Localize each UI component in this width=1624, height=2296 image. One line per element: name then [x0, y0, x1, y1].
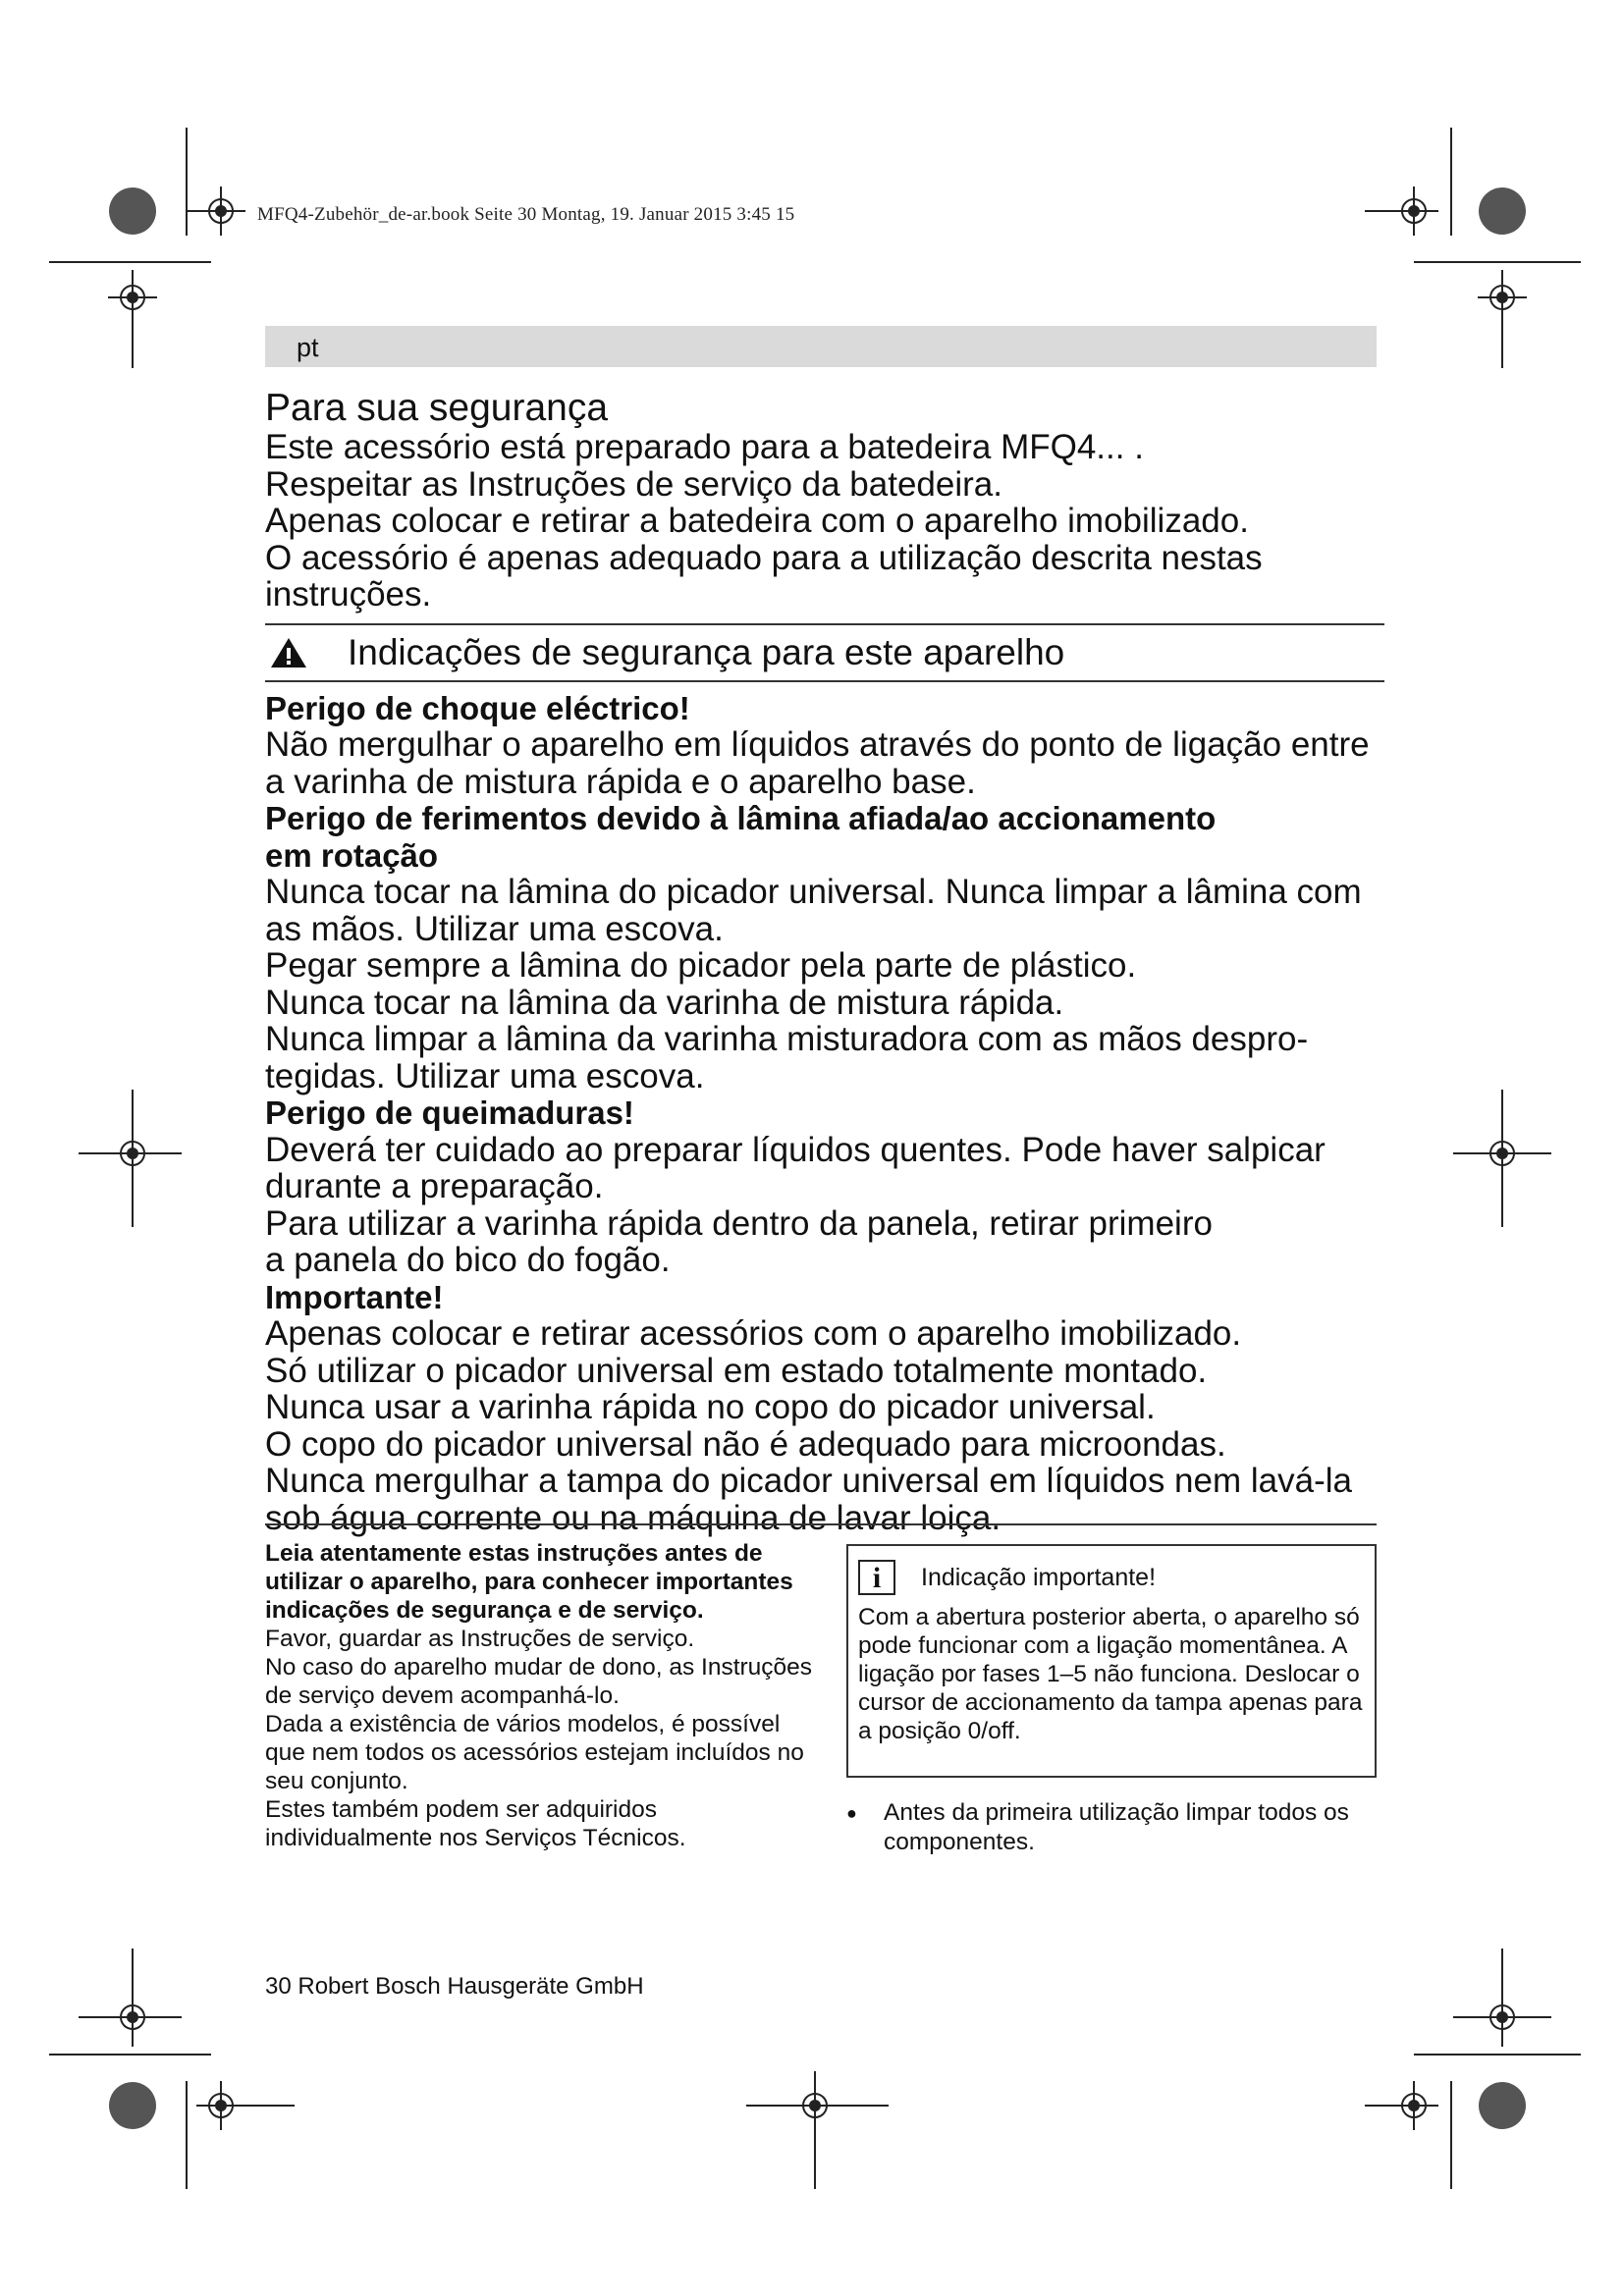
shock-heading: Perigo de choque eléctrico! — [265, 689, 690, 726]
main-content — [265, 388, 1384, 1536]
important-note-box — [846, 1544, 1377, 1778]
intro-line: No caso do aparelho mudar de dono, as Instruções de serviço devem acompanhá-lo. — [265, 1654, 813, 1709]
note-title: Indicação importante! — [921, 1563, 1157, 1591]
section-title-safety-device: Indicações de segurança para este aparelho — [348, 631, 1065, 672]
bullet-list — [846, 1798, 1377, 1857]
shock-text: Não mergulhar o aparelho em líquidos através do ponto de ligação entre a varinha de mistura rápida e o aparelho base. — [265, 725, 1370, 801]
important-line: Só utilizar o picador universal em estado totalmente montado. — [265, 1351, 1208, 1390]
warning-heading-row — [265, 625, 1384, 680]
note-text: Com a abertura posterior aberta, o aparelho só pode funcionar com a ligação momentânea. A ligação por fases 1–5 não funciona. Deslocar o cursor de accionamento da tampa apenas para a posição 0/off. — [858, 1604, 1363, 1744]
intro-column — [265, 1539, 815, 1852]
safety-line: Apenas colocar e retirar a batedeira com o aparelho imobilizado. — [265, 502, 1249, 540]
intro-line: Dada a existência de vários modelos, é possível que nem todos os acessórios estejam incluídos no seu conjunto. — [265, 1711, 804, 1794]
important-line: Nunca mergulhar a tampa do picador universal em líquidos nem lavá-la sob água corrente ou na máquina de lavar loiça. — [265, 1462, 1352, 1537]
intro-bold: Leia atentamente estas instruções antes de utilizar o aparelho, para conhecer importantes indicações de segurança e de serviço. — [265, 1540, 793, 1624]
intro-line: Estes também podem ser adquiridos individualmente nos Serviços Técnicos. — [265, 1796, 686, 1851]
important-line: O copo do picador universal não é adequado para microondas. — [265, 1424, 1226, 1464]
divider — [265, 1523, 1377, 1525]
important-line: Apenas colocar e retirar acessórios com o aparelho imobilizado. — [265, 1314, 1242, 1353]
injury-line: Pegar sempre a lâmina do picador pela parte de plástico. — [265, 946, 1137, 985]
injury-line: Nunca tocar na lâmina da varinha de mistura rápida. — [265, 983, 1064, 1022]
injury-line: Nunca limpar a lâmina da varinha misturadora com as mãos desprotegidas. Utilizar uma escova. — [265, 1020, 1309, 1095]
safety-line: Este acessório está preparado para a batedeira MFQ4... . — [265, 428, 1144, 466]
important-line: Nunca usar a varinha rápida no copo do picador universal. — [265, 1388, 1156, 1426]
injury-line: Nunca tocar na lâmina do picador universal. Nunca limpar a lâmina com as mãos. Utilizar uma escova. — [265, 873, 1362, 948]
burn-line: a panela do bico do fogão. — [265, 1241, 671, 1279]
info-icon: i — [858, 1560, 895, 1595]
list-item: ● Antes da primeira utilização limpar todos os componentes. — [846, 1798, 1377, 1857]
book-header: MFQ4-Zubehör_de-ar.book Seite 30 Montag, 19. Januar 2015 3:45 15 — [257, 204, 795, 225]
language-tag: pt — [297, 333, 319, 362]
note-header — [858, 1560, 1365, 1595]
intro-line: Favor, guardar as Instruções de serviço. — [265, 1626, 695, 1652]
burn-line: Deverá ter cuidado ao preparar líquidos quentes. Pode haver salpicar durante a preparação. — [265, 1130, 1326, 1205]
important-heading: Importante! — [265, 1278, 444, 1315]
injury-heading-cont: em rotação — [265, 836, 439, 874]
divider — [265, 680, 1384, 682]
burn-line: Para utilizar a varinha rápida dentro da panela, retirar primeiro — [265, 1203, 1213, 1243]
burn-heading: Perigo de queimaduras! — [265, 1095, 634, 1131]
section-title-safety: Para sua segurança — [265, 387, 609, 429]
safety-line: O acessório é apenas adequado para a utilização descrita nestas instruções. — [265, 538, 1263, 614]
language-bar — [265, 326, 1377, 367]
warning-triangle-icon — [269, 636, 308, 669]
page-footer: 30 Robert Bosch Hausgeräte GmbH — [265, 1973, 644, 2000]
injury-heading: Perigo de ferimentos devido à lâmina afiada/ao accionamento — [265, 800, 1217, 836]
safety-line: Respeitar as Instruções de serviço da batedeira. — [265, 464, 1002, 504]
